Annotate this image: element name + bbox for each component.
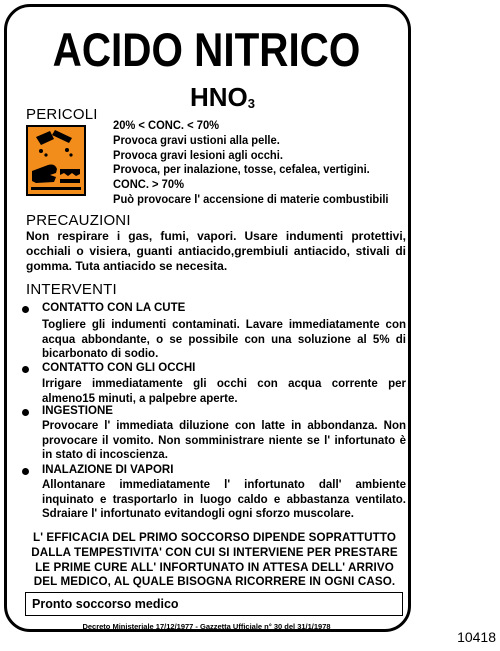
hazard-line: Provoca gravi ustioni alla pelle. bbox=[113, 132, 280, 147]
hazard-line: 20% < CONC. < 70% bbox=[113, 118, 220, 132]
hazard-line: Può provocare l' accensione di materie combustibili bbox=[113, 191, 389, 206]
sign-title: ACIDO NITRICO bbox=[52, 23, 361, 76]
corrosive-hazard-icon bbox=[26, 125, 86, 196]
efficacia-notice: L' EFFICACIA DEL PRIMO SOCCORSO DIPENDE SOPRATTUTTO DALLA TEMPESTIVITA' CON CUI SI INTERVIENE PER PRESTARE LE PRIME CURE ALL' INFORTUNATO IN ATTESA DELL' ARRIVO DEL MEDICO, AL QUALE BISOGNA RICORRERE IN OGNI CASO. bbox=[31, 530, 398, 589]
pericoli-heading: PERICOLI bbox=[26, 106, 98, 123]
product-code: 10418 bbox=[457, 629, 496, 645]
intervento-text: Allontanare immediatamente l' infortunato dall' ambiente inquinato e trasportarlo in luogo caldo e abbastanza ventilato. Sdraiare l' infortunato evitandogli ogni sforzo muscolare. bbox=[42, 479, 406, 521]
pronto-soccorso-box bbox=[25, 592, 403, 616]
intervento-text: Provocare l' immediata diluzione con latte in abbondanza. Non provocare il vomito. Non somministrare niente se l' infortunato è in stato di incoscienza. bbox=[42, 420, 406, 462]
intervento-text: Togliere gli indumenti contaminati. Lavare immediatamente con acqua abbondante, o se possibile con una soluzione al 5% di bicarbonato di sodio. bbox=[42, 319, 406, 361]
intervento-heading: CONTATTO CON LA CUTE bbox=[42, 302, 186, 314]
intervento-text: Irrigare immediatamente gli occhi con acqua corrente per almeno15 minuti, a palpebre aperte. bbox=[42, 378, 406, 405]
formula-main: HNO bbox=[190, 82, 248, 112]
chemical-formula bbox=[190, 82, 255, 113]
precauzioni-text: Non respirare i gas, fumi, vapori. Usare indumenti protettivi, occhiali o visiera, guanti antiacido,grembiuli antiacido, stivali di gomma. Tuta antiacido se necesita. bbox=[26, 229, 406, 273]
hazard-statements bbox=[113, 118, 389, 207]
interventi-heading: INTERVENTI bbox=[26, 281, 117, 298]
intervento-heading: INALAZIONE DI VAPORI bbox=[42, 464, 174, 476]
hazard-line: Provoca gravi lesioni agli occhi. bbox=[113, 147, 283, 162]
intervento-heading: INGESTIONE bbox=[42, 405, 113, 417]
intervento-heading: CONTATTO CON GLI OCCHI bbox=[42, 362, 196, 374]
decree-reference: Decreto Ministeriale 17/12/1977 - Gazzetta Ufficiale n° 30 del 31/1/1978 bbox=[82, 622, 331, 631]
hazard-line: Provoca, per inalazione, tosse, cefalea, vertigini. bbox=[113, 162, 370, 177]
precauzioni-heading: PRECAUZIONI bbox=[26, 212, 131, 229]
pronto-soccorso-label: Pronto soccorso medico bbox=[32, 597, 179, 611]
hazard-line: CONC. > 70% bbox=[113, 177, 185, 192]
formula-subscript: 3 bbox=[247, 96, 256, 111]
